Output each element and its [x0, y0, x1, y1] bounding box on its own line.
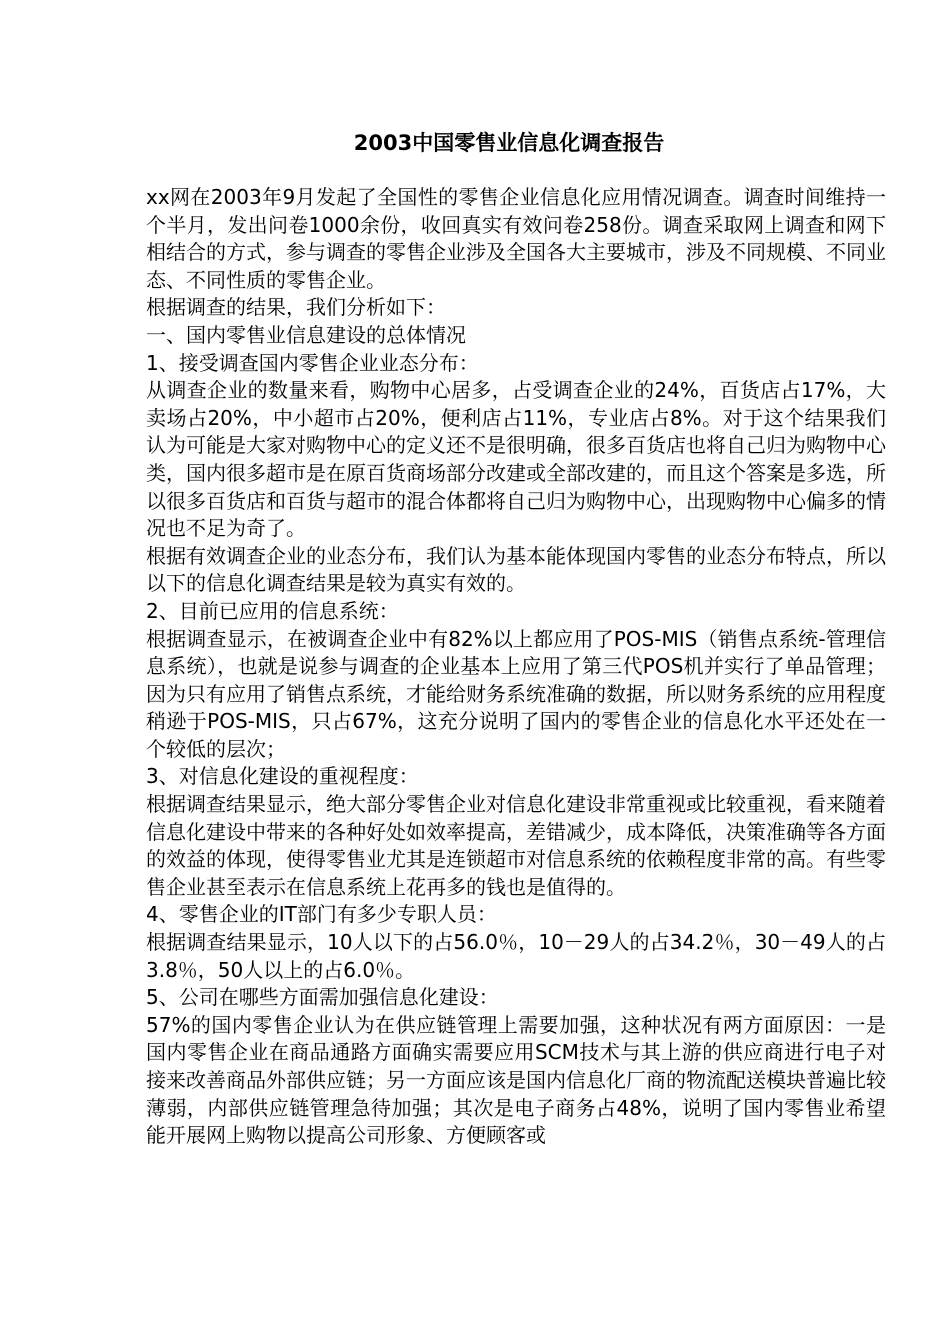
paragraph-importance: 根据调查结果显示，绝大部分零售企业对信息化建设非常重视或比较重视，看来随着信息化建设中带来的各种好处如效率提高，差错减少，成本降低，决策准确等各方面的效益的体现，使得零售业尤其是连锁超市对信息系统的依赖程度非常的高。有些零售企业甚至表示在信息系统上花再多的钱也是值得的。: [146, 792, 886, 899]
paragraph-applied-systems: 根据调查显示，在被调查企业中有82%以上都应用了POS-MIS（销售点系统-管理信息系统），也就是说参与调查的企业基本上应用了第三代POS机并实行了单品管理；因为只有应用了销售点系统，才能给财务系统准确的数据，所以财务系统的应用程度稍逊于POS-MIS，只占67%，这充分说明了国内的零售企业的信息化水平还处在一个较低的层次；: [146, 626, 886, 761]
intro-paragraph: xx网在2003年9月发起了全国性的零售企业信息化应用情况调查。调查时间维持一个半月，发出问卷1000余份，收回真实有效问卷258份。调查采取网上调查和网下相结合的方式，参与调查的零售企业涉及全国各大主要城市，涉及不同规模、不同业态、不同性质的零售企业。: [146, 185, 886, 292]
paragraph-format-conclusion: 根据有效调查企业的业态分布，我们认为基本能体现国内零售的业态分布特点，所以以下的信息化调查结果是较为真实有效的。: [146, 543, 886, 596]
section-heading-overview: 一、国内零售业信息建设的总体情况: [146, 322, 466, 347]
paragraph-improvement-areas: 57%的国内零售企业认为在供应链管理上需要加强，这种状况有两方面原因：一是国内零售企业在商品通路方面确实需要应用SCM技术与其上游的供应商进行电子对接来改善商品外部供应链；另一方面应该是国内信息化厂商的物流配送模块普遍比较薄弱，内部供应链管理急待加强；其次是电子商务占48%，说明了国内零售业希望能开展网上购物以提高公司形象、方便顾客或: [146, 1012, 886, 1148]
subheading-format-distribution: 1、接受调查国内零售企业业态分布：: [146, 350, 479, 375]
analysis-lead: 根据调查的结果，我们分析如下：: [146, 295, 446, 320]
subheading-applied-systems: 2、目前已应用的信息系统：: [146, 598, 399, 623]
subheading-improvement-areas: 5、公司在哪些方面需加强信息化建设：: [146, 985, 499, 1010]
paragraph-it-staff: 根据调查结果显示，10人以下的占56.0％，10－29人的占34.2％，30－49人的占3.8％，50人以上的占6.0％。: [146, 930, 886, 982]
subheading-it-staff: 4、零售企业的IT部门有多少专职人员：: [146, 902, 497, 927]
subheading-importance: 3、对信息化建设的重视程度：: [146, 764, 419, 789]
paragraph-format-distribution: 从调查企业的数量来看，购物中心居多，占受调查企业的24%，百货店占17%，大卖场占20%，中小超市占20%，便利店占11%，专业店占8%。对于这个结果我们认为可能是大家对购物中心的定义还不是很明确，很多百货店也将自己归为购物中心类，国内很多超市是在原百货商场部分改建或全部改建的，而且这个答案是多选，所以很多百货店和百货与超市的混合体都将自己归为购物中心，出现购物中心偏多的情况也不足为奇了。: [146, 378, 886, 541]
document-title: 2003中国零售业信息化调查报告: [353, 131, 665, 155]
document-body: [146, 184, 886, 1150]
